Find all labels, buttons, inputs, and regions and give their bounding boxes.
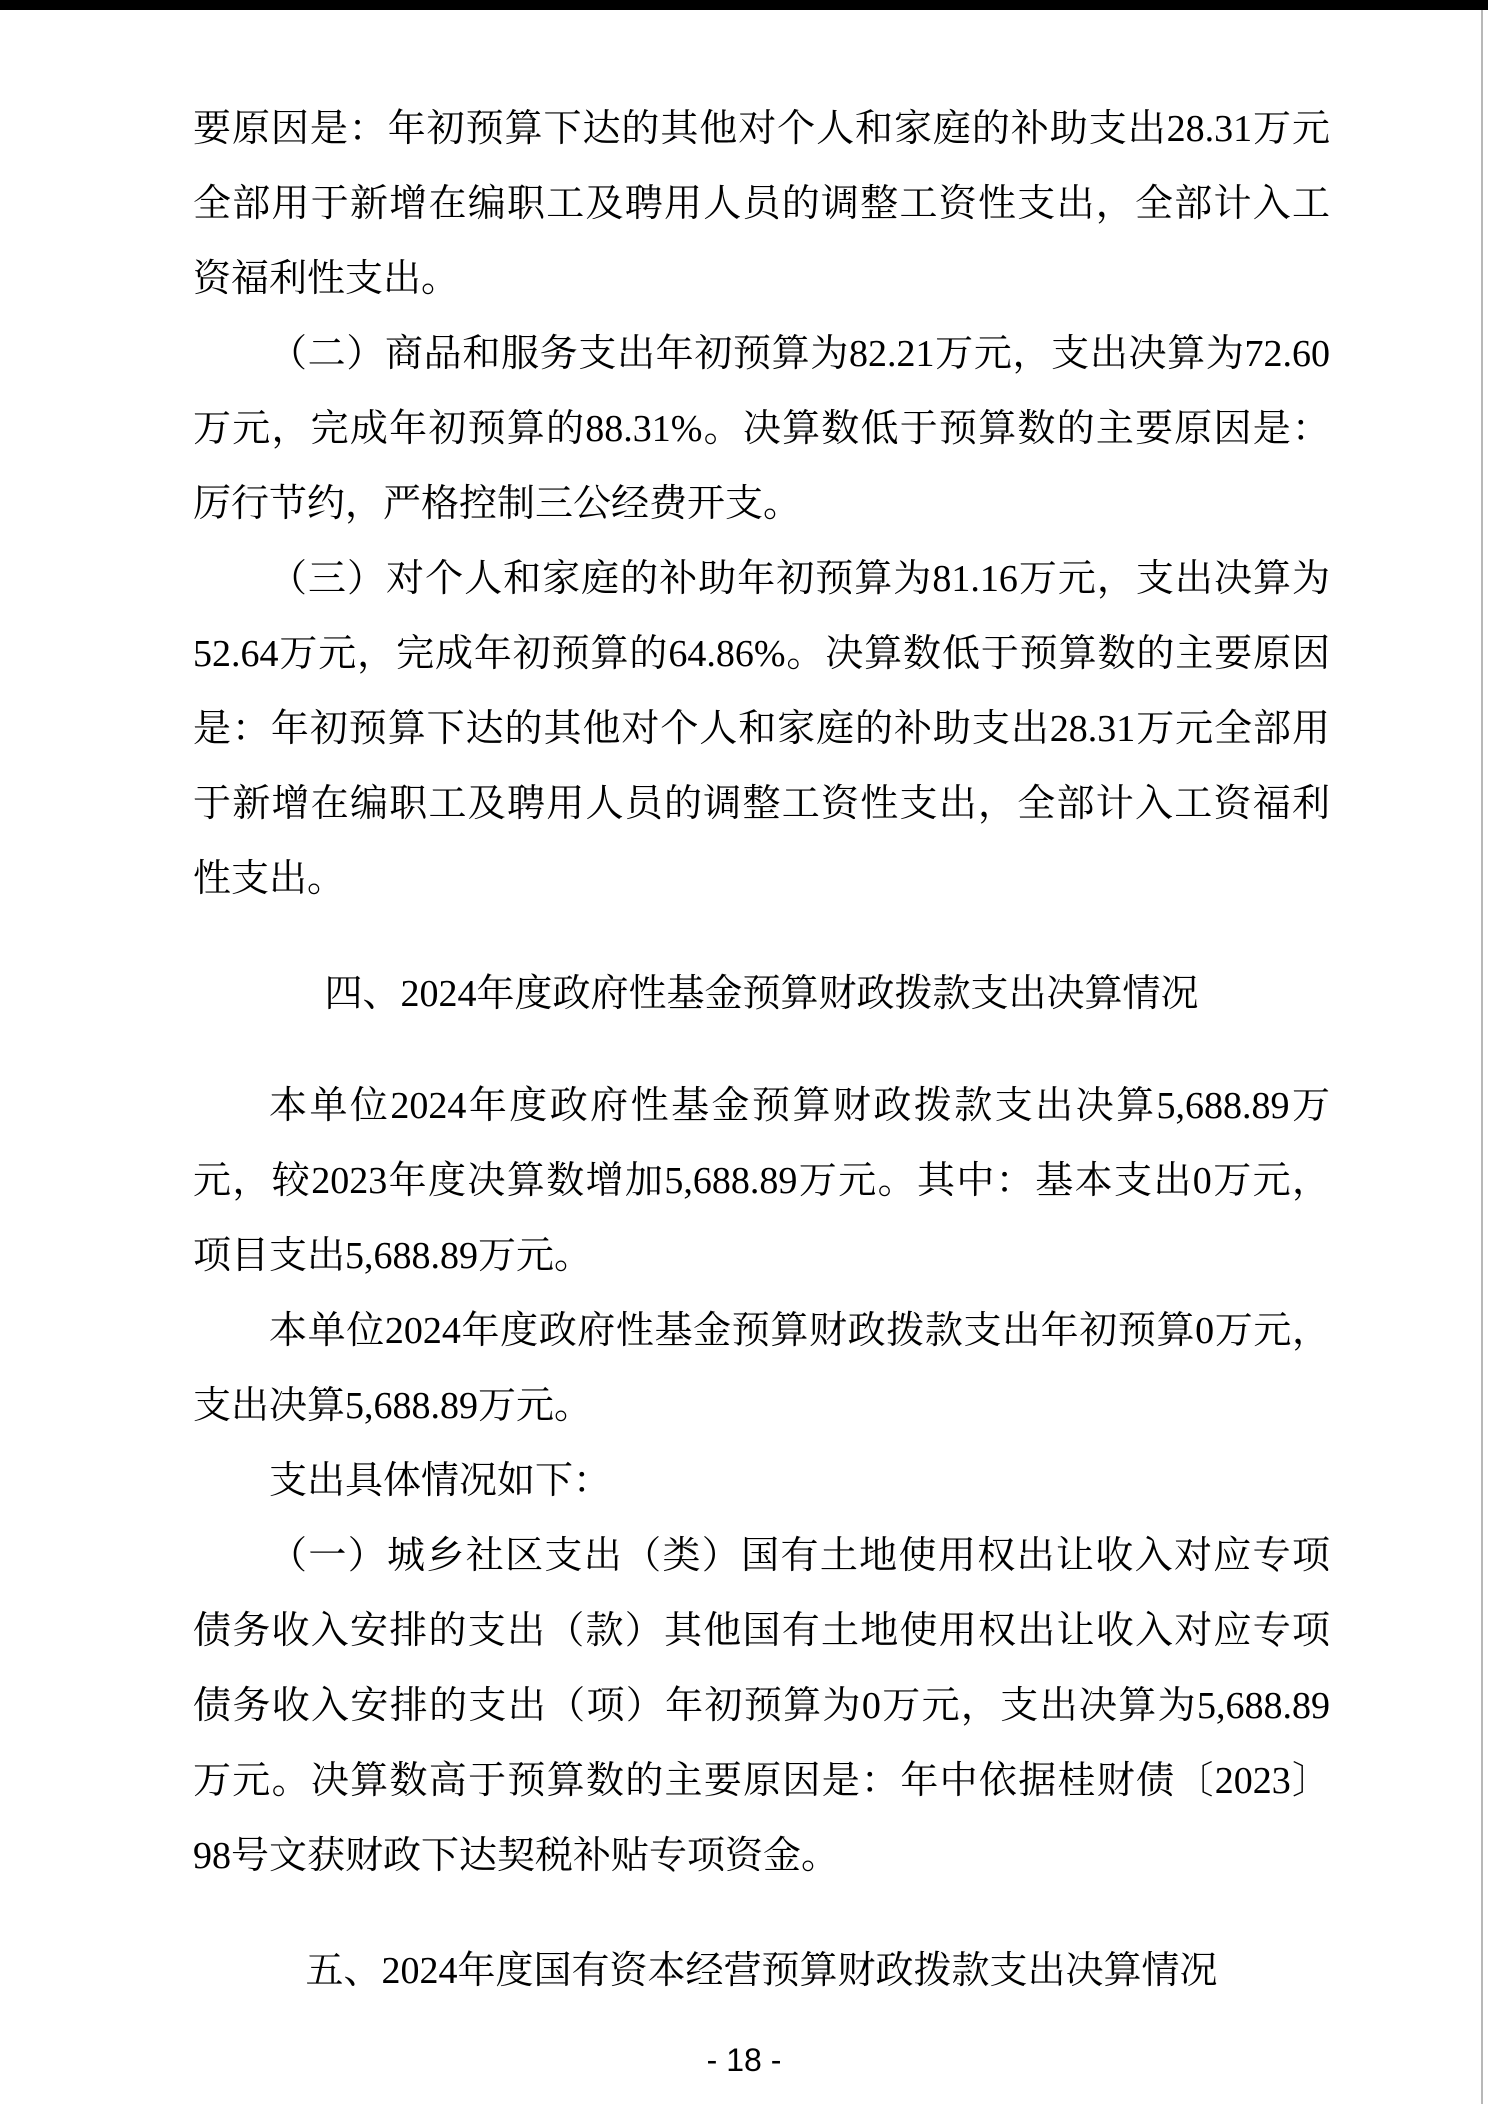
- paragraph-gov-fund-budget: 本单位2024年度政府性基金预算财政拨款支出年初预算0万元，支出决算5,688.89万元。: [193, 1310, 1330, 1427]
- page-number: - 18 -: [706, 2042, 782, 2078]
- paragraph-item-3: （三）对个人和家庭的补助年初预算为81.16万元，支出决算为52.64万元，完成年初预算的64.86%。决算数低于预算数的主要原因是：年初预算下达的其他对个人和家庭的补助支出28.31万元全部用于新增在编职工及聘用人员的调整工资性支出，全部计入工资福利性支出。: [193, 558, 1330, 900]
- section-heading-5: 五、2024年度国有资本经营预算财政拨款支出决算情况: [305, 1950, 1218, 1992]
- scan-right-edge-line: [1481, 10, 1483, 2104]
- section-heading-4: 四、2024年度政府性基金预算财政拨款支出决算情况: [324, 973, 1199, 1015]
- paragraph-gov-fund-total: 本单位2024年度政府性基金预算财政拨款支出决算5,688.89万元，较2023年度决算数增加5,688.89万元。其中：基本支出0万元，项目支出5,688.89万元。: [193, 1085, 1330, 1277]
- paragraph-item-2: （二）商品和服务支出年初预算为82.21万元，支出决算为72.60万元，完成年初预算的88.31%。决算数低于预算数的主要原因是：厉行节约，严格控制三公经费开支。: [193, 333, 1330, 525]
- paragraph-detail-intro: 支出具体情况如下：: [269, 1460, 612, 1502]
- paragraph-continuation: 要原因是：年初预算下达的其他对个人和家庭的补助支出28.31万元全部用于新增在编职工及聘用人员的调整工资性支出，全部计入工资福利性支出。: [193, 108, 1330, 300]
- paragraph-item-1-urban-rural: （一）城乡社区支出（类）国有土地使用权出让收入对应专项债务收入安排的支出（款）其他国有土地使用权出让收入对应专项债务收入安排的支出（项）年初预算为0万元，支出决算为5,688.89万元。决算数高于预算数的主要原因是：年中依据桂财债〔2023〕98号文获财政下达契税补贴专项资金。: [193, 1535, 1330, 1877]
- document-content: [193, 0, 1330, 2046]
